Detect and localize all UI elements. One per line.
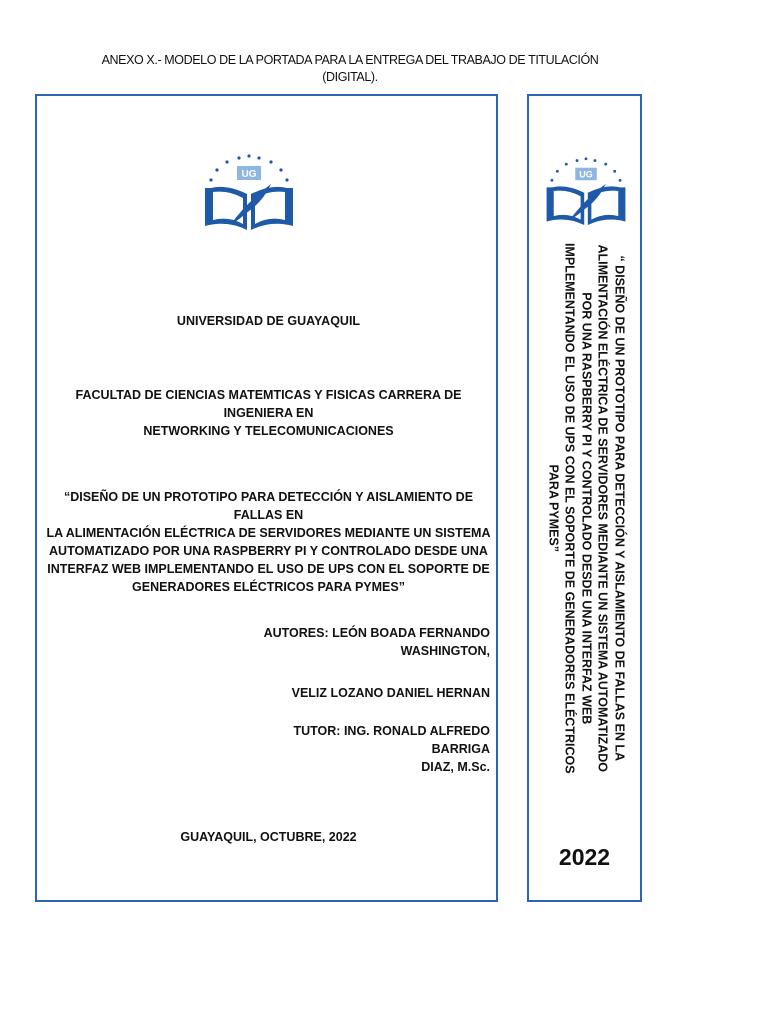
faculty-name: [45, 386, 492, 440]
spine-title-line: IMPLEMENTANDO EL USO DE UPS CON EL SOPORTE DE GENERADORES ELÉCTRICOS: [562, 242, 577, 774]
front-cover: [35, 94, 498, 902]
authors: [240, 624, 490, 660]
header-line-2: (DIGITAL).: [322, 70, 378, 84]
spine-title-line: “ DISEÑO DE UN PROTOTIPO PARA DETECCIÓN Y AISLAMIENTO DE FALLAS EN LA: [612, 255, 627, 762]
page-header: [60, 52, 640, 86]
header-line-1: ANEXO X.- MODELO DE LA PORTADA PARA LA ENTREGA DEL TRABAJO DE TITULACIÓN: [101, 53, 599, 67]
thesis-title-line: GENERADORES ELÉCTRICOS PARA PYMES”: [132, 580, 405, 594]
tutor-line-1: TUTOR: ING. RONALD ALFREDO BARRIGA: [293, 724, 490, 756]
spine-year: 2022: [558, 844, 611, 870]
thesis-title-line: INTERFAZ WEB IMPLEMENTANDO EL USO DE UPS CON EL SOPORTE DE: [47, 562, 490, 576]
spine-title: [545, 238, 628, 778]
university-logo-icon: [201, 150, 297, 234]
spine-logo-icon: [543, 152, 629, 230]
tutor-line-2: DIAZ, M.Sc.: [421, 760, 490, 774]
spine-title-line: PARA PYMES”: [546, 464, 561, 552]
book-spine: [527, 94, 642, 902]
spine-title-line: POR UNA RASPBERRY PI Y CONTROLADO DESDE UNA INTERFAZ WEB: [579, 292, 594, 725]
faculty-line-2: NETWORKING Y TELECOMUNICACIONES: [143, 424, 394, 438]
svg-text:UG: UG: [579, 169, 593, 180]
thesis-title-line: LA ALIMENTACIÓN ELÉCTRICA DE SERVIDORES MEDIANTE UN SISTEMA: [46, 526, 491, 540]
thesis-title-line: “DISEÑO DE UN PROTOTIPO PARA DETECCIÓN Y AISLAMIENTO DE FALLAS EN: [63, 490, 474, 522]
faculty-line-1: FACULTAD DE CIENCIAS MATEMTICAS Y FISICAS CARRERA DE INGENIERA EN: [75, 388, 462, 420]
tutor: [240, 722, 490, 776]
authors-line-2: WASHINGTON,: [400, 644, 490, 658]
svg-text:UG: UG: [241, 169, 257, 180]
thesis-title-line: AUTOMATIZADO POR UNA RASPBERRY PI Y CONTROLADO DESDE UNA: [49, 544, 488, 558]
university-name: UNIVERSIDAD DE GUAYAQUIL: [176, 314, 361, 328]
spine-title-line: ALIMENTACIÓN ELÉCTRICA DE SERVIDORES MEDIANTE UN SISTEMA AUTOMATIZADO: [595, 244, 610, 773]
authors-line-1: AUTORES: LEÓN BOADA FERNANDO: [263, 626, 490, 640]
thesis-title: [45, 488, 492, 596]
city-date: GUAYAQUIL, OCTUBRE, 2022: [180, 830, 357, 844]
second-author: VELIZ LOZANO DANIEL HERNAN: [291, 686, 490, 700]
